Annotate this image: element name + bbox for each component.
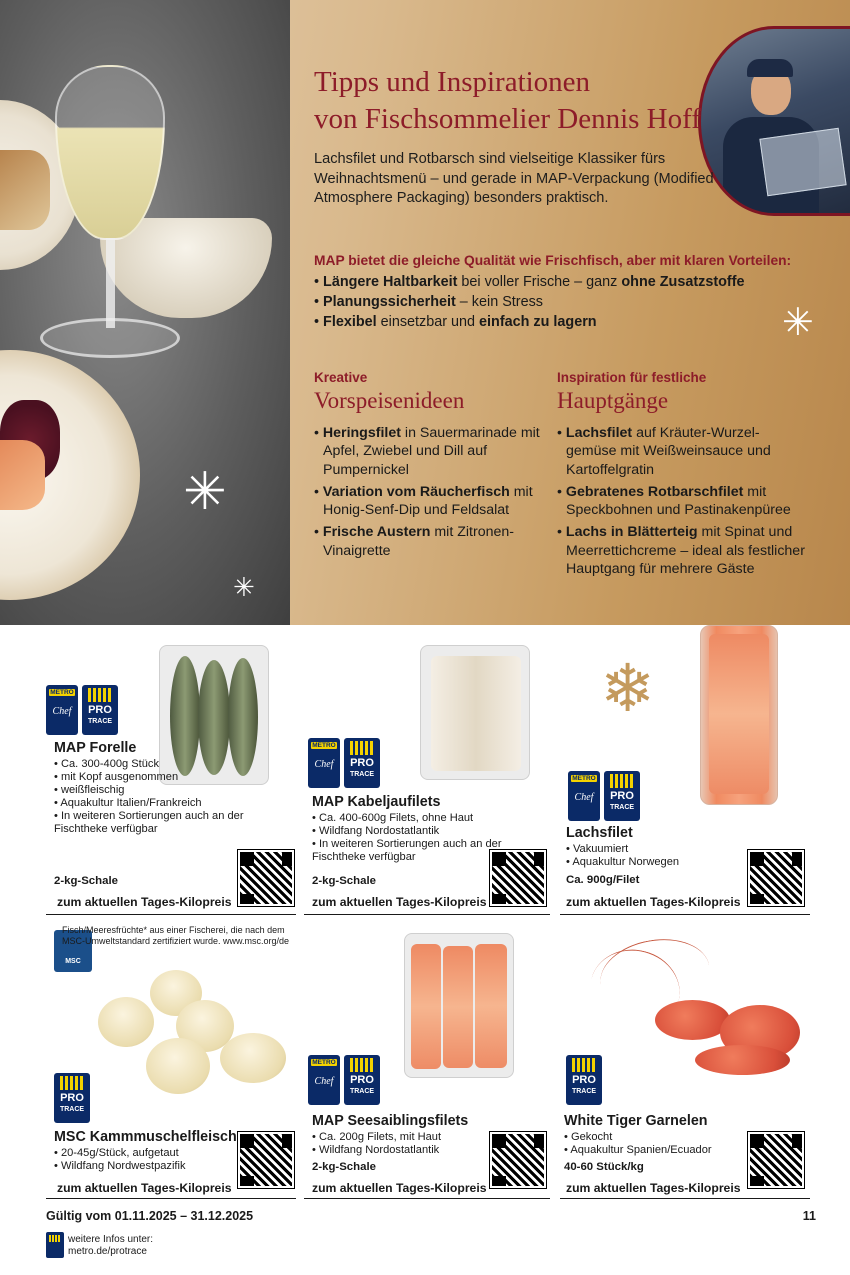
map-benefits-list	[314, 272, 745, 332]
brand-logos	[566, 1055, 602, 1105]
pro-trace-logo: PRO TRACE	[344, 738, 380, 788]
qr-code[interactable]	[490, 850, 546, 906]
product-card-forelle	[46, 640, 296, 910]
divider	[304, 1198, 550, 1199]
section-title: Hauptgänge	[557, 388, 669, 413]
product-name: White Tiger Garnelen	[564, 1113, 708, 1129]
product-details	[312, 812, 507, 864]
product-name: MAP Forelle	[54, 740, 137, 756]
metro-chef-logo: METRO Chef	[308, 738, 340, 788]
info-link[interactable]: metro.de/protrace	[68, 1246, 147, 1257]
list-item: • Lachs in Blätterteig mit Spinat und Meerrettichcreme – ideal als festlicher Hauptgang für mehrere Gäste	[557, 523, 807, 578]
qr-code[interactable]	[238, 1132, 294, 1188]
intro-text: Lachsfilet und Rotbarsch sind vielseitige Klassiker fürs Weihnachtsmenü – und gerade in MAP-Verpackung (Modified Atmosphere Packaging) besonders praktisch.	[314, 151, 714, 206]
price-label: zum aktuellen Tages-Kilopreis	[57, 895, 232, 909]
product-card-lachsfilet	[560, 625, 810, 910]
main-course-ideas	[557, 369, 807, 582]
pack-size: 2-kg-Schale	[312, 1161, 376, 1173]
detail-item: • In weiteren Sortierungen auch an der Fischtheke verfügbar	[312, 838, 507, 864]
star-sparkle-icon: ✳	[782, 300, 814, 344]
festive-table-photo	[0, 0, 290, 625]
metro-chef-logo: METRO Chef	[568, 771, 600, 821]
more-info	[68, 1234, 153, 1258]
price-label: zum aktuellen Tages-Kilopreis	[566, 1181, 741, 1195]
brand-logos	[568, 771, 640, 821]
detail-item: • mit Kopf ausgenommen	[54, 771, 244, 784]
detail-item: • Wildfang Nordostatlantik	[312, 825, 507, 838]
detail-item: • In weiteren Sortierungen auch an der Fischtheke verfügbar	[54, 810, 244, 836]
product-details	[54, 758, 244, 836]
starter-ideas	[314, 369, 549, 564]
detail-item: • Wildfang Nordwestpazifik	[54, 1160, 186, 1173]
product-card-kabeljau	[300, 640, 550, 910]
price-label: zum aktuellen Tages-Kilopreis	[566, 895, 741, 909]
divider	[46, 1198, 296, 1199]
price-label: zum aktuellen Tages-Kilopreis	[312, 895, 487, 909]
product-details	[312, 1131, 441, 1157]
list-item: • Frische Austern mit Zitronen-Vinaigrette	[314, 523, 549, 560]
pro-trace-logo	[46, 1232, 64, 1258]
pack-size: 2-kg-Schale	[54, 875, 118, 887]
product-image	[404, 933, 514, 1078]
qr-code[interactable]	[238, 850, 294, 906]
divider	[46, 914, 296, 915]
page-number: 11	[802, 1209, 816, 1223]
section-title: Vorspeisenideen	[314, 388, 465, 413]
product-details	[564, 1131, 712, 1157]
product-card-garnelen	[560, 925, 810, 1200]
metro-chef-logo: METRO Chef	[46, 685, 78, 735]
snowflake-icon: ❄	[600, 650, 656, 727]
pro-trace-logo: PRO TRACE	[566, 1055, 602, 1105]
price-label: zum aktuellen Tages-Kilopreis	[312, 1181, 487, 1195]
product-name: MSC Kammmuschelfleisch	[54, 1129, 237, 1145]
brand-logos	[46, 685, 118, 735]
section-kicker: Kreative	[314, 370, 368, 385]
product-details	[566, 843, 679, 869]
map-benefits-title: MAP bietet die gleiche Qualität wie Frischfisch, aber mit klaren Vorteilen:	[314, 253, 792, 268]
pack-size: 2-kg-Schale	[312, 875, 376, 887]
detail-item: • Aquakultur Italien/Frankreich	[54, 797, 244, 810]
qr-code[interactable]	[490, 1132, 546, 1188]
list-item: • Flexibel einsetzbar und einfach zu lagern	[314, 312, 745, 332]
detail-item: • Ca. 400-600g Filets, ohne Haut	[312, 812, 507, 825]
list-item: • Variation vom Räucherfisch mit Honig-Senf-Dip und Feldsalat	[314, 483, 549, 520]
product-card-seesaibling	[300, 925, 550, 1200]
pro-trace-logo: PRO TRACE	[344, 1055, 380, 1105]
section-kicker: Inspiration für festliche	[557, 370, 707, 385]
brand-logos	[54, 1073, 90, 1123]
msc-note: Fisch/Meeresfrüchte* aus einer Fischerei, die nach dem MSC-Umweltstandard zertifiziert wurde. www.msc.org/de	[62, 925, 290, 946]
list-item: • Heringsfilet in Sauermarinade mit Apfel, Zwiebel und Dill auf Pumpernickel	[314, 424, 549, 479]
detail-item: • Aquakultur Spanien/Ecuador	[564, 1144, 712, 1157]
product-name: Lachsfilet	[566, 825, 633, 841]
divider	[560, 1198, 810, 1199]
product-details	[54, 1147, 186, 1173]
headline-line-1: Tipps und Inspirationen	[314, 66, 591, 98]
pack-size: Ca. 900g/Filet	[566, 874, 640, 886]
price-label: zum aktuellen Tages-Kilopreis	[57, 1181, 232, 1195]
metro-chef-logo: METRO Chef	[308, 1055, 340, 1105]
brand-logos	[308, 1055, 380, 1105]
inspiration-banner	[0, 0, 850, 625]
detail-item: • Ca. 200g Filets, mit Haut	[312, 1131, 441, 1144]
msc-badge: MSC	[54, 930, 92, 972]
pack-size: 40-60 Stück/kg	[564, 1161, 644, 1173]
validity-period: Gültig vom 01.11.2025 – 31.12.2025	[46, 1209, 254, 1223]
list-item: • Lachsfilet auf Kräuter-Wurzel-gemüse mit Weißweinsauce und Kartoffelgratin	[557, 424, 807, 479]
divider	[560, 914, 810, 915]
detail-item: • Gekocht	[564, 1131, 712, 1144]
product-image	[700, 625, 778, 805]
star-sparkle-icon: ✳	[183, 462, 227, 522]
info-label: weitere Infos unter:	[68, 1234, 154, 1245]
product-name: MAP Seesaiblingsfilets	[312, 1113, 469, 1129]
detail-item: • 20-45g/Stück, aufgetaut	[54, 1147, 186, 1160]
headline-line-2: von Fischsommelier Dennis Hoff	[314, 103, 701, 135]
detail-item: • Vakuumiert	[566, 843, 679, 856]
qr-code[interactable]	[748, 850, 804, 906]
list-item: • Längere Haltbarkeit bei voller Frische – ganz ohne Zusatzstoffe	[314, 272, 745, 292]
page-headline	[314, 64, 754, 138]
qr-code[interactable]	[748, 1132, 804, 1188]
product-card-kammmuschel	[46, 925, 296, 1200]
star-sparkle-icon: ✳	[233, 573, 255, 603]
detail-item: • Wildfang Nordostatlantik	[312, 1144, 441, 1157]
list-item: • Gebratenes Rotbarschfilet mit Speckbohnen und Pastinakenpüree	[557, 483, 807, 520]
product-image	[420, 645, 530, 780]
product-name: MAP Kabeljaufilets	[312, 794, 441, 810]
pro-trace-logo: PRO TRACE	[604, 771, 640, 821]
detail-item: • weißfleischig	[54, 784, 244, 797]
list-item: • Planungssicherheit – kein Stress	[314, 292, 745, 312]
pro-trace-logo: PRO TRACE	[82, 685, 118, 735]
divider	[304, 914, 550, 915]
brand-logos	[308, 738, 380, 788]
detail-item: • Ca. 300-400g Stück	[54, 758, 244, 771]
detail-item: • Aquakultur Norwegen	[566, 856, 679, 869]
pro-trace-logo: PRO TRACE	[54, 1073, 90, 1123]
